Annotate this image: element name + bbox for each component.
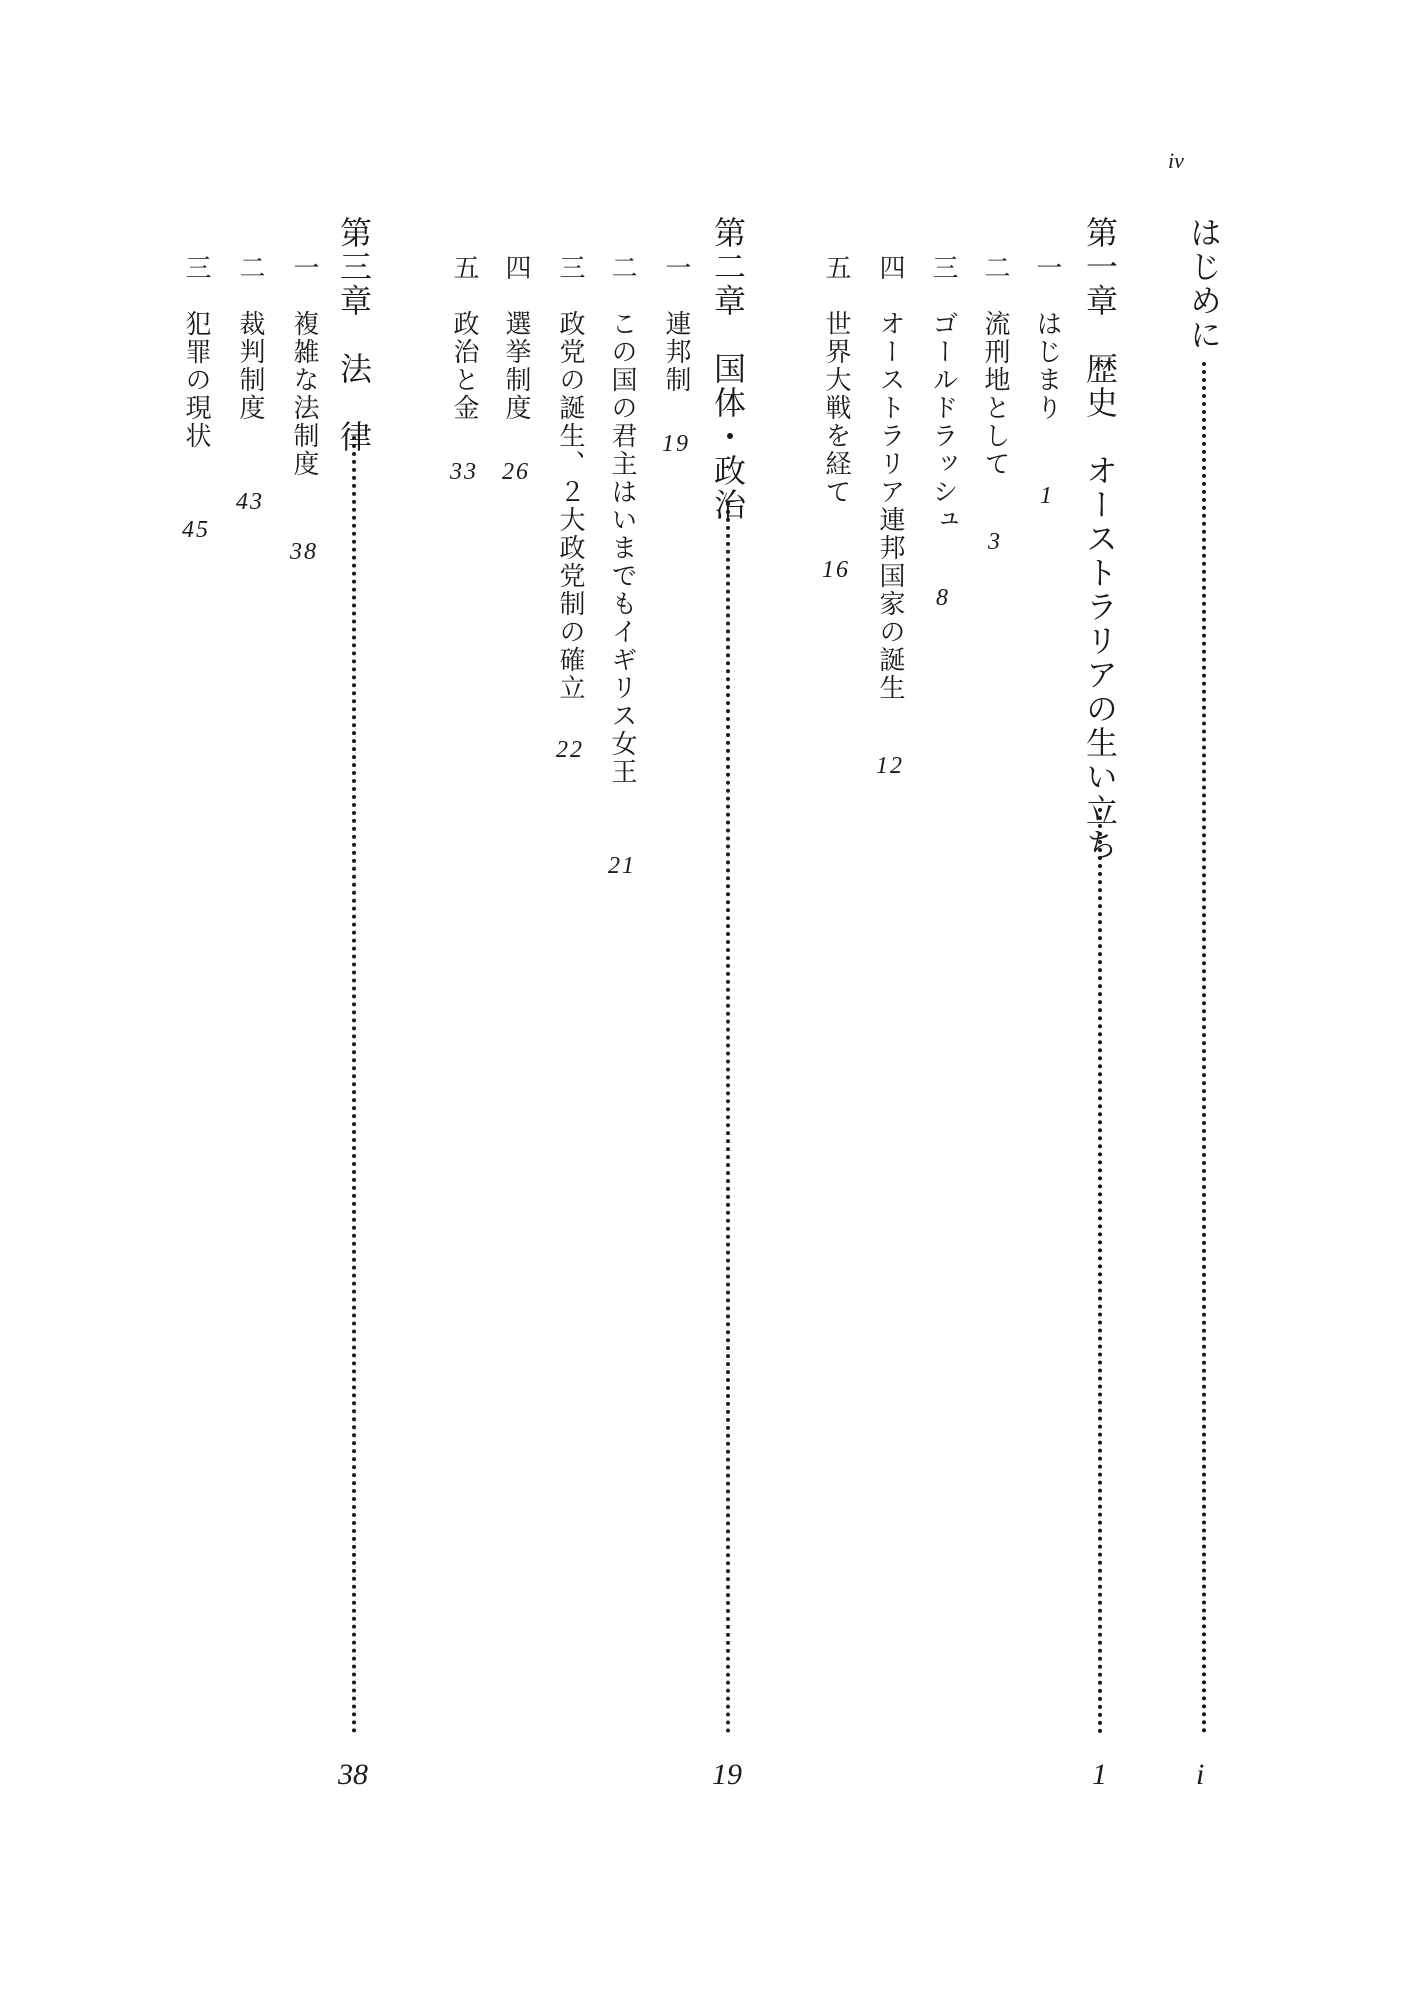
- preface-title: はじめに: [1185, 216, 1223, 352]
- section-title: 連邦制: [661, 310, 691, 394]
- chapter-1-page: 1: [1092, 1758, 1107, 1791]
- section-title: 選挙制度: [501, 310, 531, 422]
- section-page: 12: [876, 753, 904, 779]
- section-title: 政党の誕生、２大政党制の確立: [555, 310, 585, 702]
- section-title: この国の君主はいまでもイギリス女王: [607, 310, 637, 786]
- page-folio: iv: [1168, 148, 1184, 173]
- section-page: 16: [822, 557, 850, 583]
- chapter-2-leader: [726, 502, 730, 1734]
- section-title: 流刑地として: [980, 310, 1010, 478]
- chapter-1-section-4: [876, 254, 904, 778]
- section-title: 世界大戦を経て: [821, 310, 851, 506]
- section-number: 三: [928, 254, 958, 282]
- section-page: 3: [988, 529, 1002, 555]
- chapter-2-section-3: [556, 254, 584, 762]
- section-title: 複雑な法制度: [289, 310, 319, 478]
- preface-page: i: [1196, 1758, 1205, 1791]
- preface-leader: [1202, 362, 1206, 1734]
- chapter-2-section-1: [662, 254, 690, 456]
- section-title: 犯罪の現状: [181, 310, 211, 450]
- chapter-2-section-5: [450, 254, 478, 484]
- section-number: 五: [821, 254, 851, 282]
- chapter-2-section-2: [608, 254, 636, 878]
- chapter-1-leader: [1098, 808, 1102, 1734]
- section-title: 政治と金: [449, 310, 479, 422]
- section-page: 19: [662, 431, 690, 457]
- section-number: 二: [235, 254, 265, 282]
- section-number: 一: [289, 254, 319, 282]
- section-number: 一: [1032, 254, 1062, 282]
- section-number: 三: [181, 254, 211, 282]
- section-page: 8: [936, 585, 950, 611]
- section-number: 五: [449, 254, 479, 282]
- chapter-1-section-3: [930, 254, 956, 610]
- section-page: 45: [182, 517, 210, 543]
- chapter-1-title: 第一章 歴史 オーストラリアの生い立ち: [1081, 216, 1119, 862]
- section-number: 一: [661, 254, 691, 282]
- chapter-1-section-2: [982, 254, 1008, 554]
- section-number: 二: [607, 254, 637, 282]
- section-page: 1: [1040, 483, 1054, 509]
- section-page: 33: [450, 459, 478, 485]
- section-title: はじまり: [1032, 310, 1062, 422]
- section-number: 三: [555, 254, 585, 282]
- section-page: 43: [236, 489, 264, 515]
- chapter-3-leader: [352, 436, 356, 1734]
- chapter-2-section-4: [502, 254, 530, 484]
- chapter-3-section-3: [182, 254, 210, 542]
- section-number: 四: [501, 254, 531, 282]
- chapter-2-page: 19: [712, 1758, 742, 1791]
- chapter-3-page: 38: [338, 1758, 368, 1791]
- chapter-3-title: 第三章 法 律: [335, 216, 373, 454]
- chapter-1-section-1: [1034, 254, 1060, 508]
- section-page: 21: [608, 853, 636, 879]
- section-title: オーストラリア連邦国家の誕生: [875, 310, 905, 702]
- section-number: 四: [875, 254, 905, 282]
- section-title: 裁判制度: [235, 310, 265, 422]
- section-page: 26: [502, 459, 530, 485]
- section-number: 二: [980, 254, 1010, 282]
- chapter-3-section-2: [236, 254, 264, 514]
- chapter-1-section-5: [822, 254, 850, 582]
- section-page: 22: [556, 737, 584, 763]
- section-title: ゴールドラッシュ: [928, 310, 958, 534]
- chapter-3-section-1: [290, 254, 318, 564]
- chapter-2-title: 第二章 国体・政治: [709, 216, 747, 522]
- section-page: 38: [290, 539, 318, 565]
